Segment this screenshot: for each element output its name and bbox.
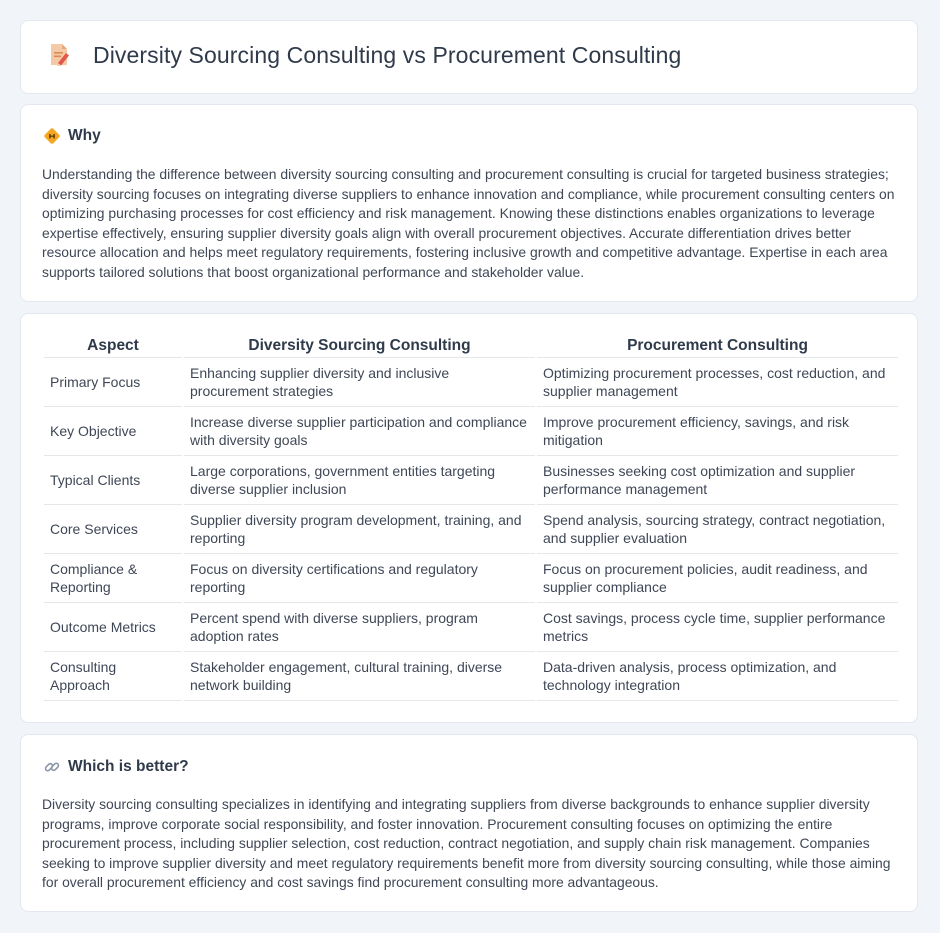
header-procurement: Procurement Consulting — [537, 334, 898, 358]
why-heading: Why — [68, 127, 101, 144]
row-procurement-value: Data-driven analysis, process optimization, and technology integration — [537, 652, 898, 701]
row-procurement-value: Cost savings, process cycle time, supplier performance metrics — [537, 603, 898, 652]
row-aspect: Consulting Approach — [44, 652, 182, 701]
row-diversity-value: Focus on diversity certifications and regulatory reporting — [184, 554, 535, 603]
why-section — [20, 104, 918, 302]
table-header-row — [44, 334, 898, 358]
row-aspect: Outcome Metrics — [44, 603, 182, 652]
row-procurement-value: Businesses seeking cost optimization and supplier performance management — [537, 456, 898, 505]
document-pencil-icon — [45, 41, 73, 69]
link-icon — [43, 758, 61, 776]
row-procurement-value: Improve procurement efficiency, savings, and risk mitigation — [537, 407, 898, 456]
comparison-table-card — [20, 313, 918, 723]
table-row — [44, 407, 898, 456]
row-aspect: Key Objective — [44, 407, 182, 456]
header-aspect: Aspect — [44, 334, 182, 358]
comparison-table — [42, 334, 900, 701]
table-row — [44, 603, 898, 652]
row-aspect: Compliance & Reporting — [44, 554, 182, 603]
row-diversity-value: Increase diverse supplier participation and compliance with diversity goals — [184, 407, 535, 456]
row-aspect: Typical Clients — [44, 456, 182, 505]
row-aspect: Primary Focus — [44, 358, 182, 407]
why-heading-row — [43, 127, 101, 145]
row-diversity-value: Stakeholder engagement, cultural training, diverse network building — [184, 652, 535, 701]
title-row — [45, 41, 681, 69]
row-procurement-value: Optimizing procurement processes, cost reduction, and supplier management — [537, 358, 898, 407]
row-diversity-value: Enhancing supplier diversity and inclusive procurement strategies — [184, 358, 535, 407]
better-text: Diversity sourcing consulting specializes in identifying and integrating suppliers from diverse backgrounds to enhance supplier diversity programs, improve corporate social responsibility, and foster innovation. Procurement consulting focuses on optimizing the entire procurement process, including supplier selection, cost reduction, contract negotiation, and supply chain risk management. Companies seeking to improve supplier diversity and meet regulatory requirements benefit more from diversity sourcing consulting, while those aiming for overall procurement efficiency and cost savings find procurement consulting more advantageous. — [42, 796, 891, 890]
row-procurement-value: Focus on procurement policies, audit readiness, and supplier compliance — [537, 554, 898, 603]
row-diversity-value: Supplier diversity program development, training, and reporting — [184, 505, 535, 554]
row-diversity-value: Percent spend with diverse suppliers, program adoption rates — [184, 603, 535, 652]
better-heading-row — [43, 758, 189, 776]
why-text: Understanding the difference between diversity sourcing consulting and procurement consulting is crucial for targeted business strategies; diversity sourcing focuses on integrating diverse suppliers to enhance innovation and compliance, while procurement consulting centers on optimizing purchasing processes for cost efficiency and risk management. Knowing these distinctions enables organizations to leverage expertise effectively, ensuring supplier diversity goals align with overall procurement objectives. Accurate differentiation drives better resource allocation and helps meet regulatory requirements, fostering inclusive growth and competitive advantage. Expertise in each area supports tailored solutions that boost organizational performance and stakeholder value. — [42, 166, 895, 280]
table-row — [44, 456, 898, 505]
title-card — [20, 20, 918, 94]
row-diversity-value: Large corporations, government entities targeting diverse supplier inclusion — [184, 456, 535, 505]
header-diversity-sourcing: Diversity Sourcing Consulting — [184, 334, 535, 358]
table-row — [44, 554, 898, 603]
table-row — [44, 358, 898, 407]
table-row — [44, 652, 898, 701]
row-aspect: Core Services — [44, 505, 182, 554]
diamond-sign-icon — [43, 127, 61, 145]
which-is-better-section — [20, 734, 918, 912]
page-title: Diversity Sourcing Consulting vs Procurement Consulting — [93, 41, 682, 68]
better-heading: Which is better? — [68, 758, 189, 775]
table-row — [44, 505, 898, 554]
row-procurement-value: Spend analysis, sourcing strategy, contract negotiation, and supplier evaluation — [537, 505, 898, 554]
